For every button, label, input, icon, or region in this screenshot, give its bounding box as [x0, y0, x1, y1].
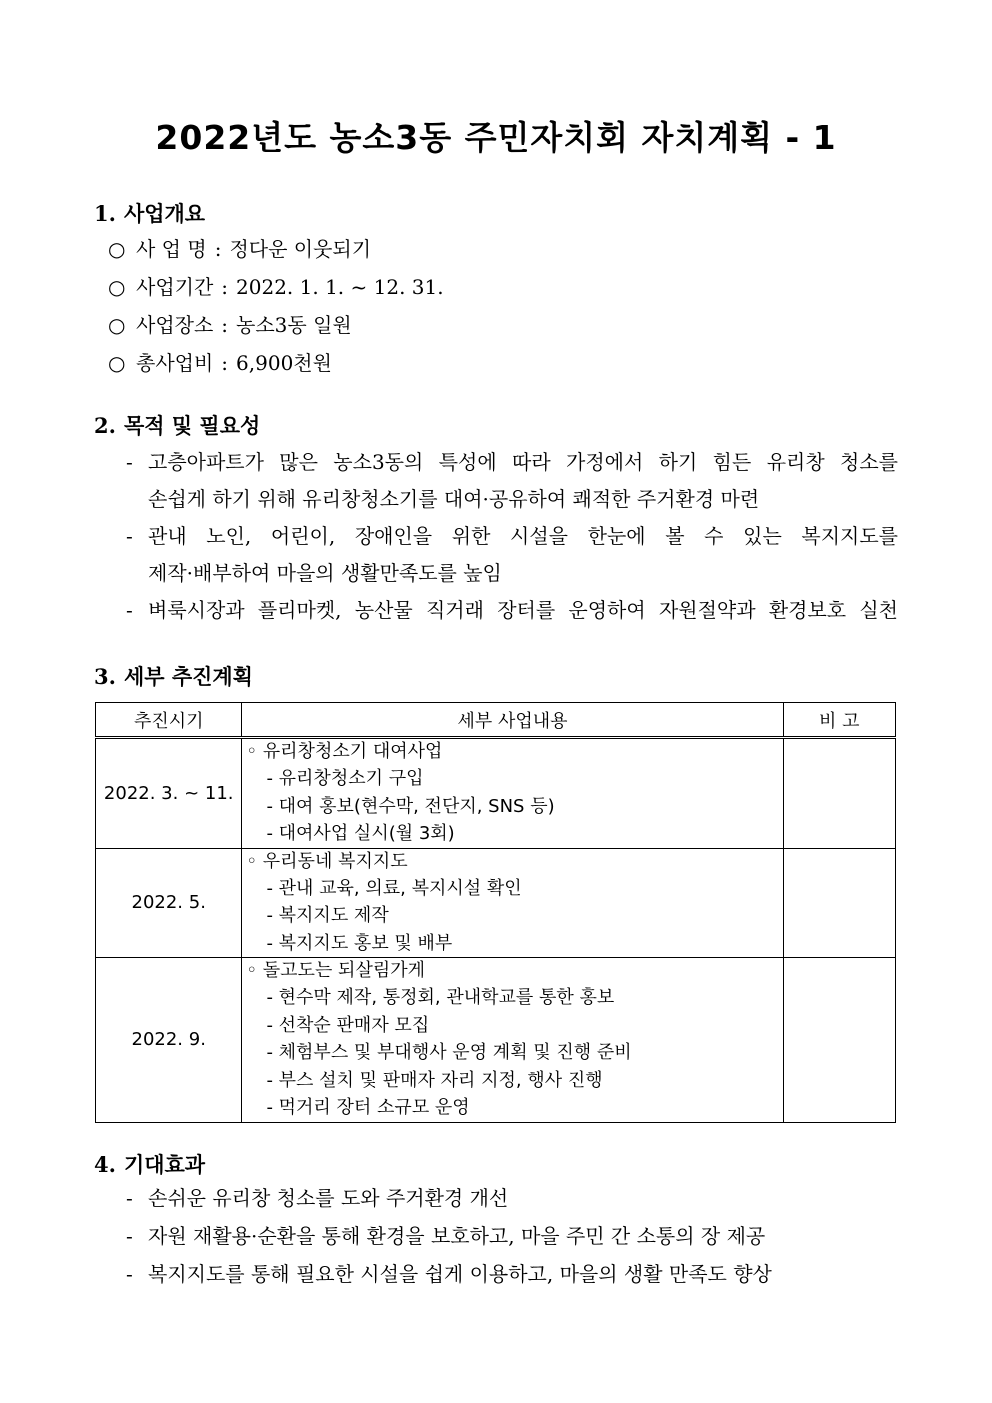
dash-bullet: - — [126, 1186, 133, 1210]
plan-table — [95, 702, 896, 1123]
overview-value: 6,900천원 — [236, 351, 332, 375]
overview-label: 총사업비 — [136, 351, 214, 375]
plan-table-body — [96, 738, 896, 1123]
plan-content-cell — [242, 958, 783, 1123]
effect-text: 복지지도를 통해 필요한 시설을 쉽게 이용하고, 마을의 생활 만족도 향상 — [148, 1262, 772, 1286]
purpose-item — [126, 518, 898, 592]
plan-sub-item — [246, 984, 782, 1012]
plan-header-note: 비 고 — [783, 703, 895, 738]
round-bullet: ◦ — [246, 960, 263, 981]
round-bullet: ◦ — [246, 850, 263, 872]
circle-bullet: ○ — [108, 313, 126, 337]
plan-header-content: 세부 사업내용 — [242, 703, 783, 738]
plan-sub-item-text: 관내 교육, 의료, 복지시설 확인 — [278, 877, 522, 899]
section-3-title: 세부 추진계획 — [123, 664, 253, 689]
section-4-number: 4. — [94, 1152, 116, 1177]
plan-item-title — [246, 958, 782, 984]
plan-sub-item-text: 현수막 제작, 통정회, 관내학교를 통한 홍보 — [278, 987, 615, 1008]
round-bullet: ◦ — [246, 741, 263, 762]
purpose-item — [126, 444, 898, 518]
purpose-line-1: 관내 노인, 어린이, 장애인을 위한 시설을 한눈에 볼 수 있는 복지지도를 — [148, 524, 898, 548]
plan-sub-item-text: 부스 설치 및 판매자 자리 지정, 행사 진행 — [278, 1069, 603, 1091]
overview-item — [108, 271, 444, 300]
plan-content-cell — [242, 738, 783, 849]
plan-period-cell: 2022. 3. ~ 11. — [96, 738, 242, 849]
circle-bullet: ○ — [108, 275, 126, 299]
dash-bullet: - — [266, 987, 279, 1008]
overview-value: 정다운 이웃되기 — [229, 237, 372, 261]
section-1-heading — [94, 198, 205, 228]
dash-bullet: - — [126, 1262, 133, 1286]
plan-table-row — [96, 738, 896, 849]
plan-table-row — [96, 848, 896, 958]
document-title: 2022년도 농소3동 주민자치회 자치계획 - 1 — [155, 118, 837, 157]
plan-note-cell — [783, 848, 895, 958]
plan-sub-item-text: 먹거리 장터 소규모 운영 — [278, 1097, 470, 1118]
overview-value: 농소3동 일원 — [236, 313, 352, 337]
plan-item-title-text: 돌고도는 되살림가게 — [262, 960, 425, 981]
overview-label: 사업장소 — [136, 313, 214, 337]
effect-item — [126, 1218, 898, 1255]
section-2-title: 목적 및 필요성 — [123, 413, 261, 438]
dash-bullet: - — [266, 905, 279, 926]
plan-sub-item-text: 대여사업 실시(월 3회) — [278, 823, 455, 844]
dash-bullet: - — [126, 450, 133, 474]
dash-bullet: - — [266, 768, 279, 789]
effect-item — [126, 1256, 898, 1293]
plan-period-cell: 2022. 9. — [96, 958, 242, 1123]
overview-value: 2022. 1. 1. ~ 12. 31. — [236, 275, 444, 299]
colon-separator: : — [221, 351, 229, 375]
plan-sub-item-text: 체험부스 및 부대행사 운영 계획 및 진행 준비 — [278, 1042, 632, 1063]
overview-label: 사 업 명 — [136, 237, 207, 261]
plan-sub-item — [246, 793, 782, 821]
section-4-title: 기대효과 — [123, 1152, 206, 1177]
purpose-line-1: 고층아파트가 많은 농소3동의 특성에 따라 가정에서 하기 힘든 유리창 청소를 — [148, 450, 898, 474]
section-1-title: 사업개요 — [123, 201, 206, 226]
plan-table-header-row — [96, 703, 896, 738]
plan-sub-item — [246, 1094, 782, 1122]
plan-sub-item — [246, 875, 782, 903]
plan-sub-item — [246, 1012, 782, 1040]
dash-bullet: - — [126, 1224, 133, 1248]
plan-note-cell — [783, 958, 895, 1123]
colon-separator: : — [214, 237, 222, 261]
plan-note-cell — [783, 738, 895, 849]
plan-table-row — [96, 958, 896, 1123]
dash-bullet: - — [266, 932, 279, 954]
plan-sub-item-text: 유리창청소기 구입 — [278, 768, 424, 789]
plan-sub-item-text: 대여 홍보(현수막, 전단지, SNS 등) — [278, 795, 555, 817]
effect-item — [126, 1180, 898, 1217]
plan-sub-item — [246, 902, 782, 930]
plan-sub-item-text: 선착순 판매자 모집 — [278, 1014, 430, 1036]
section-4-heading — [94, 1149, 205, 1179]
plan-sub-item — [246, 1067, 782, 1095]
colon-separator: : — [221, 275, 229, 299]
dash-bullet: - — [126, 524, 133, 548]
plan-item-title-text: 우리동네 복지지도 — [262, 850, 408, 872]
overview-item — [108, 309, 352, 338]
overview-label: 사업기간 — [136, 275, 214, 299]
dash-bullet: - — [266, 795, 279, 817]
purpose-line-2: 제작·배부하여 마을의 생활만족도를 높임 — [148, 561, 502, 585]
section-2-number: 2. — [94, 413, 116, 438]
dash-bullet: - — [266, 1097, 279, 1118]
dash-bullet: - — [266, 877, 279, 899]
dash-bullet: - — [126, 598, 133, 622]
plan-item-title — [246, 739, 782, 765]
plan-item-title — [246, 849, 782, 875]
overview-item — [108, 347, 332, 376]
dash-bullet: - — [266, 1042, 279, 1063]
effect-text: 자원 재활용·순환을 통해 환경을 보호하고, 마을 주민 간 소통의 장 제공 — [148, 1224, 766, 1248]
plan-sub-item — [246, 930, 782, 958]
colon-separator: : — [221, 313, 229, 337]
purpose-item — [126, 592, 898, 629]
plan-header-period: 추진시기 — [96, 703, 242, 738]
plan-period-cell: 2022. 5. — [96, 848, 242, 958]
plan-content-cell — [242, 848, 783, 958]
plan-sub-item — [246, 765, 782, 793]
dash-bullet: - — [266, 823, 279, 844]
overview-item — [108, 233, 371, 262]
plan-sub-item — [246, 820, 782, 848]
purpose-line-2: 손쉽게 하기 위해 유리창청소기를 대여·공유하여 쾌적한 주거환경 마련 — [148, 487, 760, 511]
section-1-number: 1. — [94, 201, 116, 226]
section-2-heading — [94, 410, 260, 440]
effect-text: 손쉬운 유리창 청소를 도와 주거환경 개선 — [148, 1186, 509, 1210]
dash-bullet: - — [266, 1069, 279, 1091]
plan-sub-item-text: 복지지도 제작 — [278, 905, 389, 926]
plan-sub-item — [246, 1039, 782, 1067]
circle-bullet: ○ — [108, 237, 126, 261]
section-3-heading — [94, 661, 253, 691]
circle-bullet: ○ — [108, 351, 126, 375]
plan-sub-item-text: 복지지도 홍보 및 배부 — [278, 932, 453, 954]
dash-bullet: - — [266, 1014, 279, 1036]
purpose-line-1: 벼룩시장과 플리마켓, 농산물 직거래 장터를 운영하여 자원절약과 환경보호 실천 — [148, 598, 898, 622]
section-3-number: 3. — [94, 664, 116, 689]
plan-item-title-text: 유리창청소기 대여사업 — [262, 741, 443, 762]
